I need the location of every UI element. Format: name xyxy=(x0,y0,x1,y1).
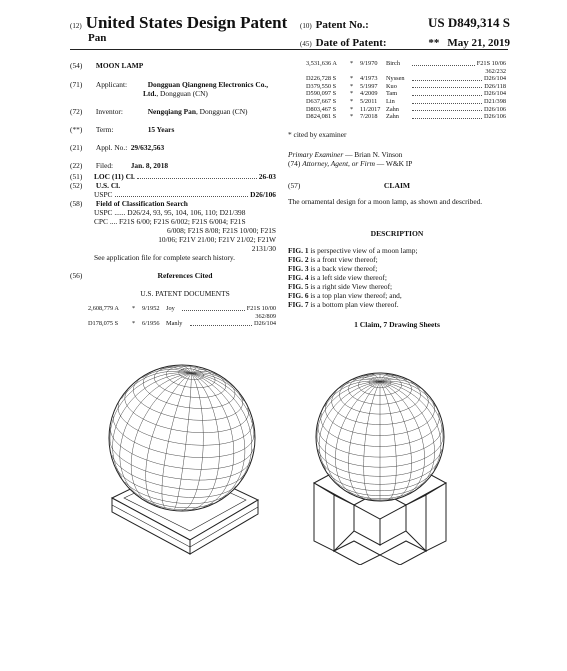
us-patent-documents: U.S. PATENT DOCUMENTS xyxy=(140,289,230,298)
document-title: United States Design Patent xyxy=(85,13,288,32)
applicant-name: Dongguan Qiangneng Electronics Co., xyxy=(147,80,269,89)
left-references: 2,608,779 A * 9/1952 Joy F21S 10/00 362/809 D178,075 S * 6/1956 Manly D26/104 xyxy=(88,305,276,328)
cited-by-examiner: * cited by examiner xyxy=(288,130,347,139)
figure-descriptions xyxy=(288,246,506,309)
description-title: DESCRIPTION xyxy=(370,229,424,238)
field-51: (51) LOC (11) Cl. 26-03 xyxy=(70,172,276,181)
right-references: 3,531,636 A * 9/1970 Birch F21S 10/06 362/232 D226,728 S * 4/1973 Nyssen D26/104 D379,550 S * 5/1997 Kuo D26/118 D590,097 S * 4/2009 Tam D26/104 D637,667 S * 5/2011 Lin D21/398 D803,467 S * 11/2017 Zahn D26/106 D824,081 S * 7/2018 Zahn D26/106 xyxy=(306,60,506,121)
code-45: (45) xyxy=(300,40,312,48)
patent-date: May 21, 2019 xyxy=(447,37,510,49)
patent-no-label: Patent No.: xyxy=(315,19,369,31)
reference-row: D590,097 S * 4/2009 Tam D26/104 xyxy=(306,90,506,98)
fig-line: FIG. 6 is a top plan view thereof; and, xyxy=(288,291,402,300)
claim-text: The ornamental design for a moon lamp, as shown and described. xyxy=(288,197,483,206)
reference-row: D226,728 S * 4/1973 Nyssen D26/104 xyxy=(306,75,506,83)
fig-line: FIG. 3 is a back view thereof; xyxy=(288,264,378,273)
claim-code: (57) xyxy=(288,181,301,190)
field-term: (**) Term: 15 Years xyxy=(70,125,175,134)
field-22: (22) Filed: Jan. 8, 2018 xyxy=(70,161,169,170)
term-value: 15 Years xyxy=(147,125,175,134)
fig-line: FIG. 5 is a right side View thereof; xyxy=(288,282,393,291)
figure-moon-lamp-perspective xyxy=(100,350,280,570)
fig-line: FIG. 7 is a bottom plan view thereof. xyxy=(288,300,399,309)
appl-no: 29/632,563 xyxy=(130,143,165,152)
inventor-short: Pan xyxy=(88,32,107,44)
field-72: (72) Inventor: Nengqiang Pan, Dongguan (CN) xyxy=(70,107,248,116)
sphere xyxy=(316,373,444,501)
inventor-name: Nengqiang Pan xyxy=(147,107,196,116)
filed-date: Jan. 8, 2018 xyxy=(130,161,169,170)
figure-moon-lamp-front xyxy=(300,365,460,565)
code-12: (12) xyxy=(70,22,82,30)
reference-row: D379,550 S * 5/1997 Kuo D26/118 xyxy=(306,82,506,90)
reference-row: D637,667 S * 5/2011 Lin D21/398 xyxy=(306,97,506,105)
fig-line: FIG. 4 is a left side view thereof; xyxy=(288,273,387,282)
references-cited-title: References Cited xyxy=(157,271,213,280)
date-marker: ** xyxy=(428,37,440,49)
header-rule xyxy=(70,49,508,50)
fig-line: FIG. 1 is perspective view of a moon lamp; xyxy=(288,246,418,255)
reference-row: D178,075 S * 6/1956 Manly D26/104 xyxy=(88,320,276,328)
title-moon-lamp: MOON LAMP xyxy=(95,61,144,70)
field-56: (56) xyxy=(70,271,83,280)
field-71: (71) Applicant: Dongguan Qiangneng Electronics Co., xyxy=(70,80,269,89)
applicant-line2: Ltd., Dongguan (CN) xyxy=(143,89,208,98)
loc-class: 26-03 xyxy=(258,172,276,181)
header-left xyxy=(70,13,287,33)
field-21: (21) Appl. No.: 29/632,563 xyxy=(70,143,165,152)
code-10: (10) xyxy=(300,22,312,30)
uspc-class: D26/106 xyxy=(250,190,276,199)
field-52: (52) U.S. Cl. xyxy=(70,181,121,190)
reference-row: 2,608,779 A * 9/1952 Joy F21S 10/00 xyxy=(88,305,276,312)
patent-number: US D849,314 S xyxy=(428,15,510,30)
field-54: (54) MOON LAMP xyxy=(70,61,144,70)
patent-number-row xyxy=(300,15,510,33)
fig-line: FIG. 2 is a front view thereof; xyxy=(288,255,378,264)
classification-lines: USPC ...... D26/24, 93, 95, 104, 106, 110; D21/398 CPC .... F21S 6/00; F21S 6/002; F21S 6/004; F21S 6/008; F21S 8/08; F21S 10/00; F21S 10/06; F21V 21/00; F21V 21/02; F21W 2131/30 See application file for complete search history. xyxy=(94,208,276,262)
primary-examiner: Primary Examiner — Brian N. Vinson xyxy=(288,150,403,159)
field-58: (58) Field of Classification Search xyxy=(70,199,188,208)
sphere xyxy=(109,365,255,511)
reference-row: D803,467 S * 11/2017 Zahn D26/106 xyxy=(306,105,506,113)
reference-row: D824,081 S * 7/2018 Zahn D26/106 xyxy=(306,113,506,121)
uspc-row: USPC D26/106 xyxy=(94,190,276,199)
attorney: (74) Attorney, Agent, or Firm — W&K IP xyxy=(288,159,413,168)
claims-sheets: 1 Claim, 7 Drawing Sheets xyxy=(354,320,440,329)
claim-title: CLAIM xyxy=(383,181,411,190)
date-label: Date of Patent: xyxy=(315,37,387,49)
reference-row: 3,531,636 A * 9/1970 Birch F21S 10/06 xyxy=(306,60,506,67)
